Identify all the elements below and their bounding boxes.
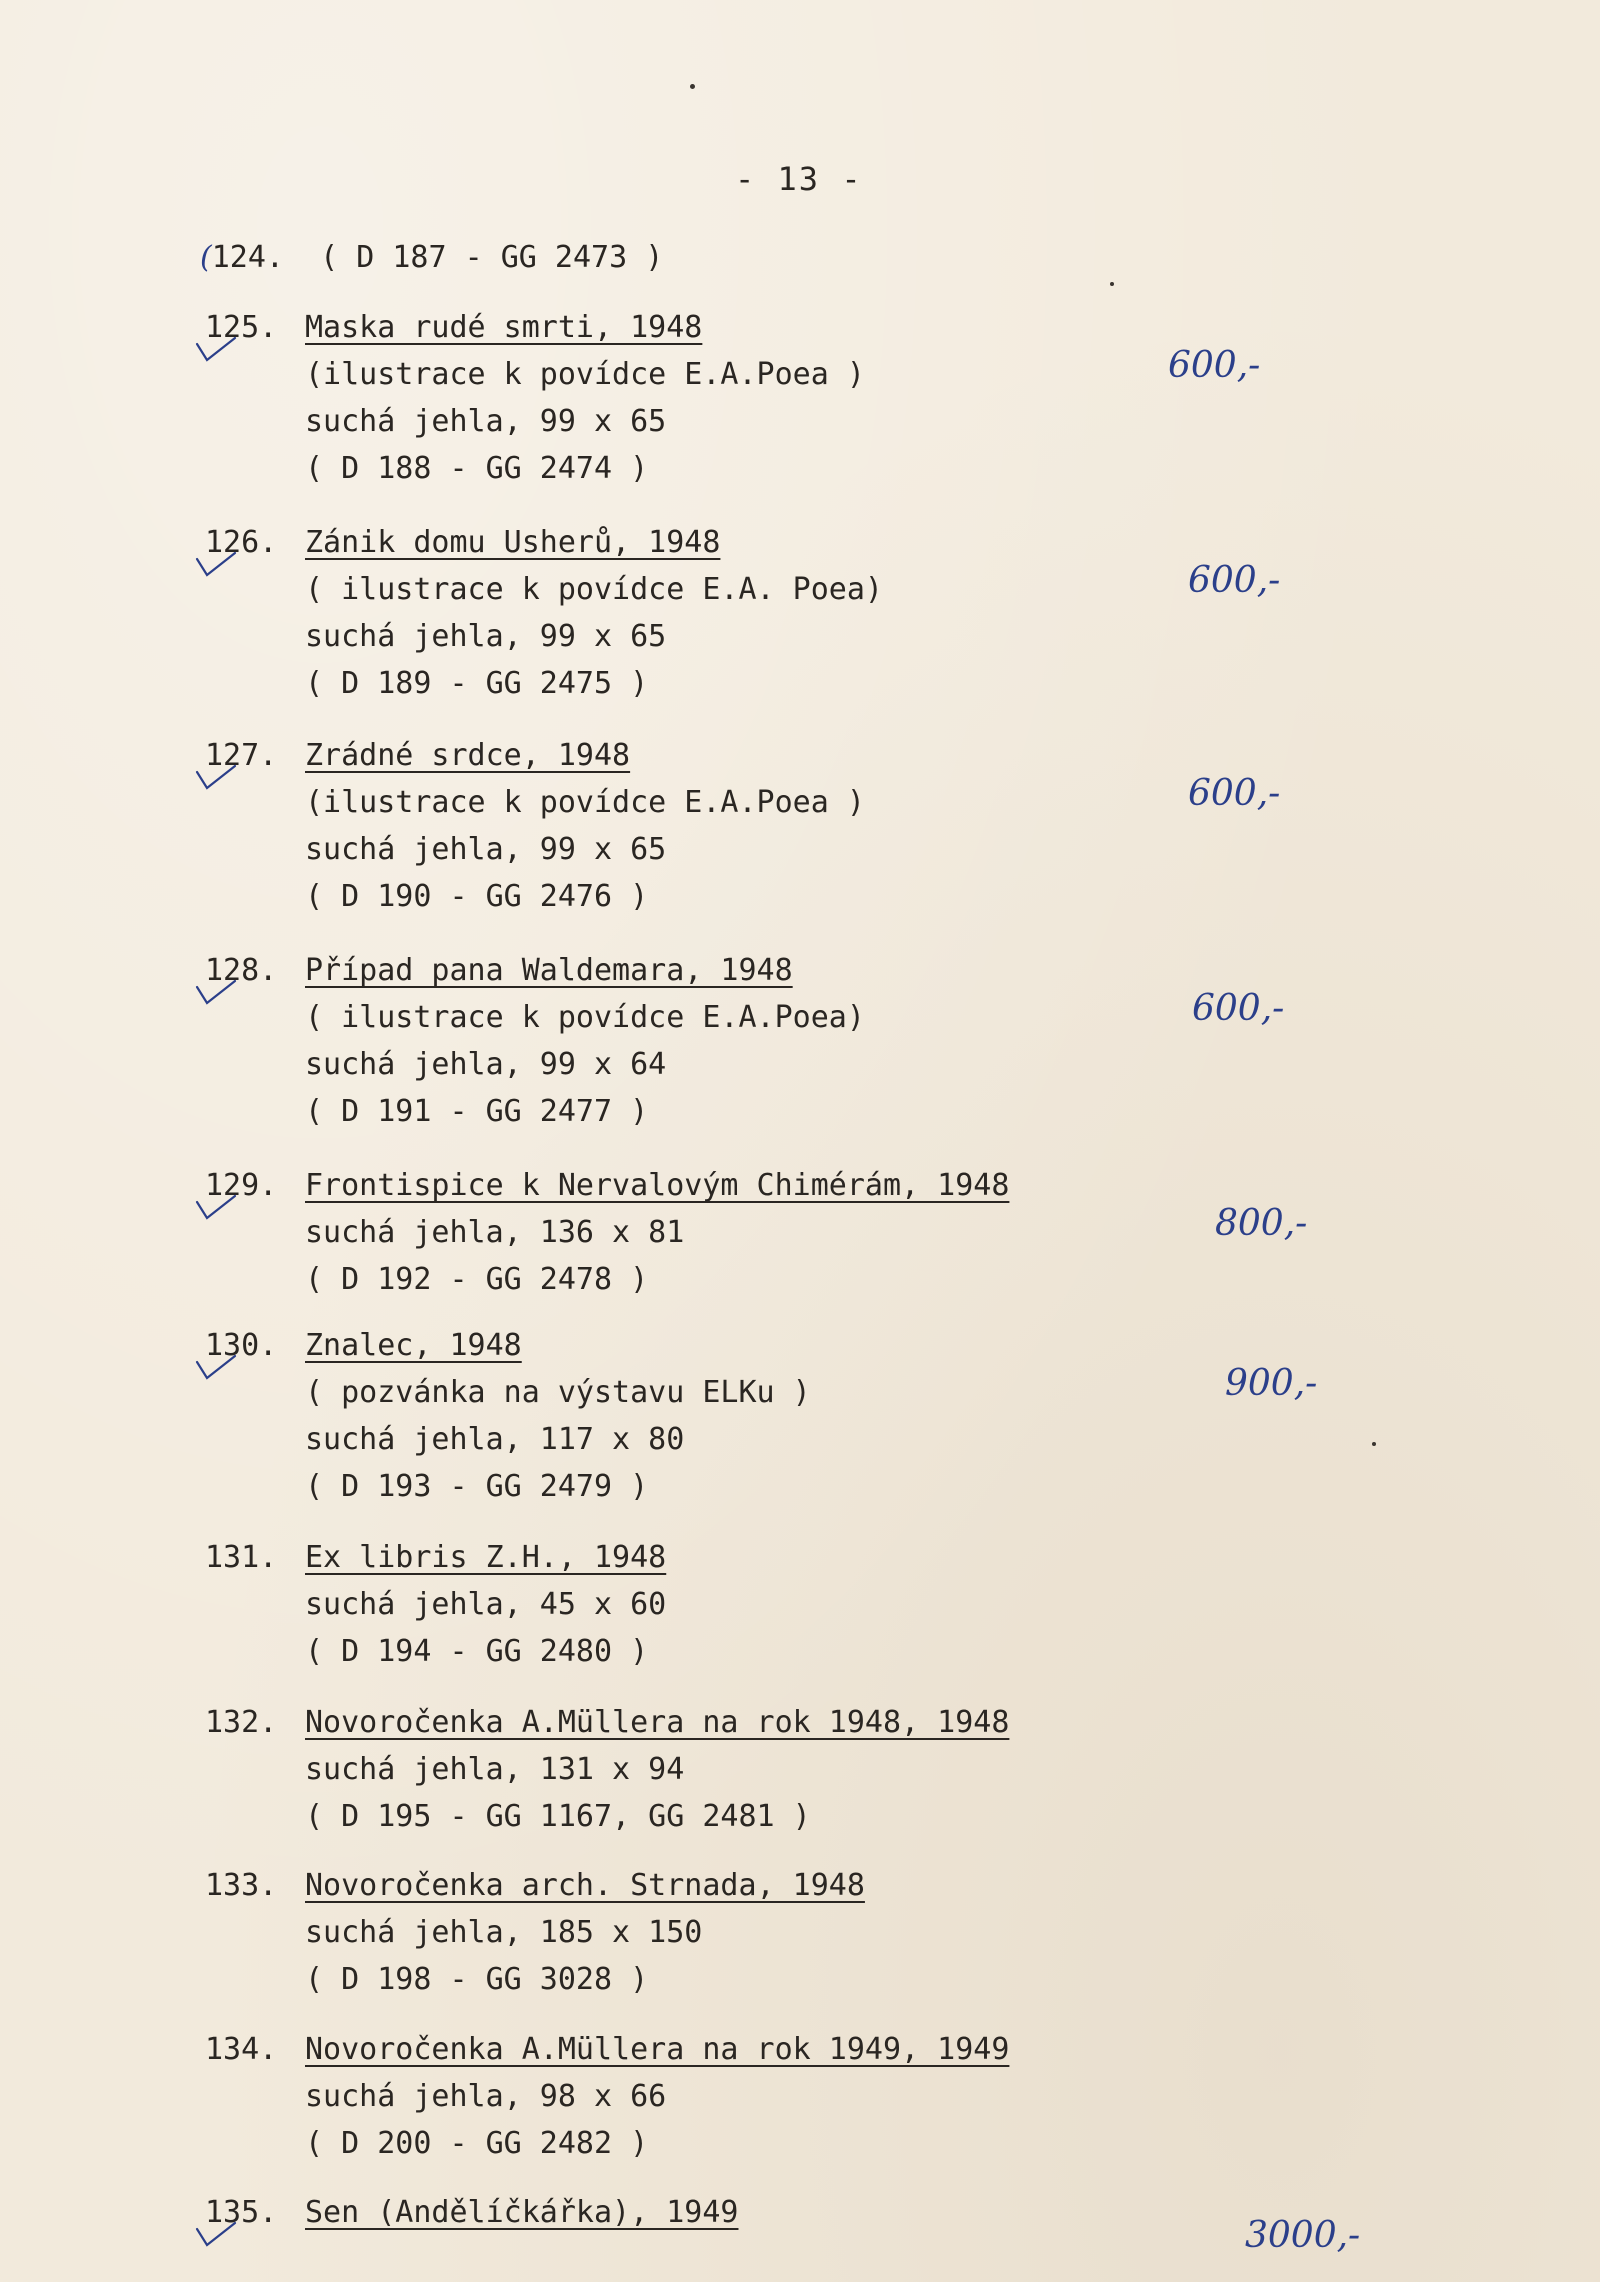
entry-number: 129. xyxy=(205,1168,278,1203)
entry-detail-line: suchá jehla, 99 x 65 xyxy=(305,404,667,439)
entry-detail-line: ( pozvánka na výstavu ELKu ) xyxy=(305,1375,811,1410)
entry-detail-line: suchá jehla, 99 x 65 xyxy=(305,832,667,867)
entry-number: 125. xyxy=(205,310,278,345)
entry-number: 132. xyxy=(205,1705,278,1740)
entry-number: 134. xyxy=(205,2032,278,2067)
entry-detail-line: suchá jehla, 99 x 65 xyxy=(305,619,667,654)
handwritten-price: 3000,- xyxy=(1245,2215,1361,2256)
checkmark-icon xyxy=(195,1194,237,1222)
entry-title: Novoročenka A.Müllera na rok 1949, 1949 xyxy=(305,2032,1010,2067)
paper-speck xyxy=(690,84,695,89)
entry-title: Zrádné srdce, 1948 xyxy=(305,738,631,773)
entry-detail-line: ( D 192 - GG 2478 ) xyxy=(305,1262,649,1297)
entry-detail-line: suchá jehla, 185 x 150 xyxy=(305,1915,703,1950)
entry-detail-line: ( D 191 - GG 2477 ) xyxy=(305,1094,649,1129)
handwritten-price: 600,- xyxy=(1168,345,1261,386)
entry-title: Maska rudé smrti, 1948 xyxy=(305,310,703,345)
entry-detail-line: ( D 193 - GG 2479 ) xyxy=(305,1469,649,1504)
entry-title: Novoročenka A.Müllera na rok 1948, 1948 xyxy=(305,1705,1010,1740)
entry-detail-line: (ilustrace k povídce E.A.Poea ) xyxy=(305,785,865,820)
entry-detail-line: suchá jehla, 136 x 81 xyxy=(305,1215,685,1250)
entry-title: Znalec, 1948 xyxy=(305,1328,522,1363)
entry-detail-line: suchá jehla, 98 x 66 xyxy=(305,2079,667,2114)
entry-detail-line: ( D 188 - GG 2474 ) xyxy=(305,451,649,486)
entry-detail-line: ( D 200 - GG 2482 ) xyxy=(305,2126,649,2161)
entry-number: 133. xyxy=(205,1868,278,1903)
page-number: - 13 - xyxy=(735,160,863,198)
entry-number: 126. xyxy=(205,525,278,560)
handwritten-bracket: ( xyxy=(200,240,212,275)
handwritten-price: 600,- xyxy=(1192,988,1285,1029)
paper-speck xyxy=(1110,282,1114,286)
entry-title: Ex libris Z.H., 1948 xyxy=(305,1540,667,1575)
first-line-ref: ( D 187 - GG 2473 ) xyxy=(320,240,664,275)
checkmark-icon xyxy=(195,764,237,792)
entry-detail-line: suchá jehla, 131 x 94 xyxy=(305,1752,685,1787)
handwritten-price: 800,- xyxy=(1215,1203,1308,1244)
checkmark-icon xyxy=(195,2221,237,2249)
entry-title: Frontispice k Nervalovým Chimérám, 1948 xyxy=(305,1168,1010,1203)
entry-number: 128. xyxy=(205,953,278,988)
paper-speck xyxy=(1372,1442,1376,1446)
entry-detail-line: ( D 189 - GG 2475 ) xyxy=(305,666,649,701)
checkmark-icon xyxy=(195,551,237,579)
entry-detail-line: ( D 198 - GG 3028 ) xyxy=(305,1962,649,1997)
entry-number: 135. xyxy=(205,2195,278,2230)
first-line xyxy=(200,240,663,275)
entry-detail-line: (ilustrace k povídce E.A.Poea ) xyxy=(305,357,865,392)
checkmark-icon xyxy=(195,336,237,364)
entry-detail-line: suchá jehla, 117 x 80 xyxy=(305,1422,685,1457)
entry-detail-line: ( D 195 - GG 1167, GG 2481 ) xyxy=(305,1799,811,1834)
checkmark-icon xyxy=(195,1354,237,1382)
entry-detail-line: suchá jehla, 99 x 64 xyxy=(305,1047,667,1082)
handwritten-price: 900,- xyxy=(1225,1363,1318,1404)
entry-detail-line: ( D 194 - GG 2480 ) xyxy=(305,1634,649,1669)
handwritten-price: 600,- xyxy=(1188,560,1281,601)
entry-title: Novoročenka arch. Strnada, 1948 xyxy=(305,1868,865,1903)
entry-number: 130. xyxy=(205,1328,278,1363)
checkmark-icon xyxy=(195,979,237,1007)
entry-detail-line: ( D 190 - GG 2476 ) xyxy=(305,879,649,914)
entry-detail-line: ( ilustrace k povídce E.A.Poea) xyxy=(305,1000,865,1035)
entry-title: Případ pana Waldemara, 1948 xyxy=(305,953,793,988)
entry-title: Sen (Andělíčkářka), 1949 xyxy=(305,2195,739,2230)
entry-number: 131. xyxy=(205,1540,278,1575)
entry-detail-line: ( ilustrace k povídce E.A. Poea) xyxy=(305,572,883,607)
entry-title: Zánik domu Usherů, 1948 xyxy=(305,525,721,560)
handwritten-price: 600,- xyxy=(1188,773,1281,814)
entry-number: 127. xyxy=(205,738,278,773)
first-line-num: 124. xyxy=(211,240,284,275)
entry-detail-line: suchá jehla, 45 x 60 xyxy=(305,1587,667,1622)
